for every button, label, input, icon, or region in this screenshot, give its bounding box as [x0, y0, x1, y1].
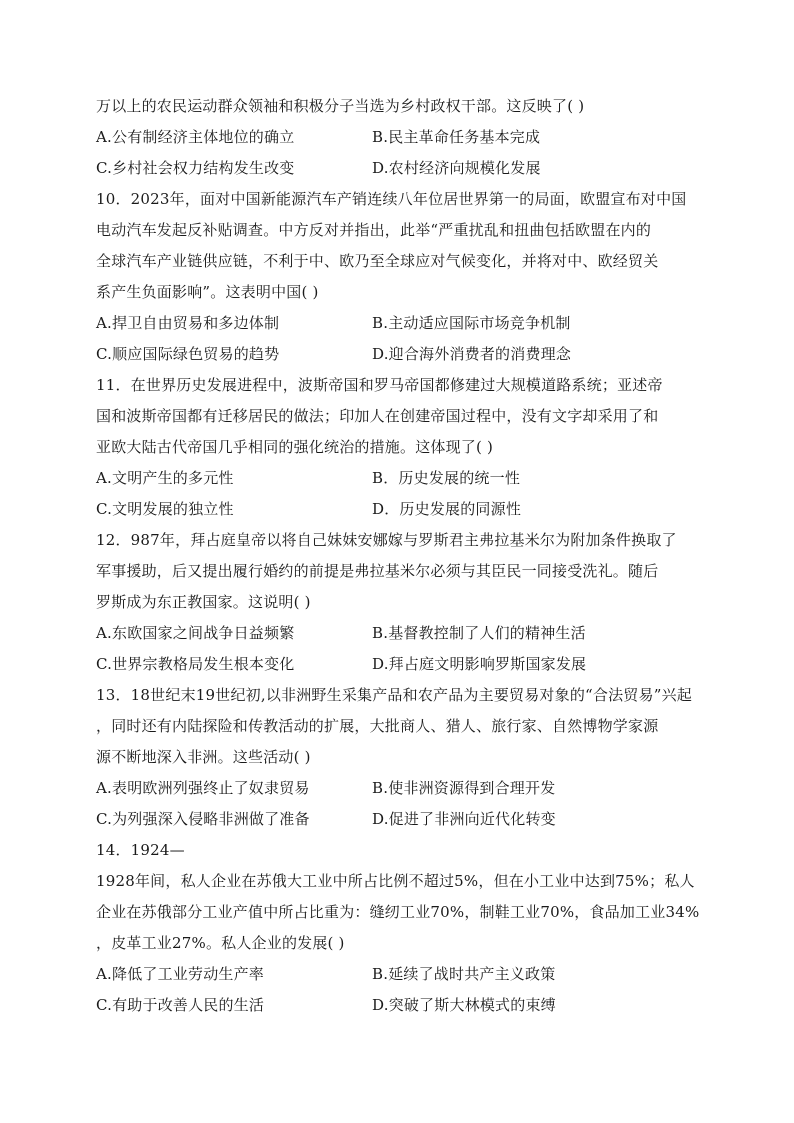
question-10-stem-line: 10．2023年，面对中国新能源汽车产销连续八年位居世界第一的局面，欧盟宣布对中国 [96, 190, 687, 208]
question-11-option-d: D．历史发展的同源性 [372, 500, 522, 518]
question-11-option-a: A.文明产生的多元性 [96, 469, 234, 487]
question-9-option-b: B.民主革命任务基本完成 [372, 128, 541, 146]
question-13-stem-line: 源不断地深入非洲。这些活动( ) [96, 748, 311, 766]
question-13-stem-line: ，同时还有内陆探险和传教活动的扩展，大批商人、猎人、旅行家、自然博物学家源 [96, 717, 659, 735]
question-12-option-b: B.基督教控制了人们的精神生活 [372, 624, 586, 642]
question-14-option-d: D.突破了斯大林模式的束缚 [372, 996, 556, 1014]
question-11-stem-line: 亚欧大陆古代帝国几乎相同的强化统治的措施。这体现了( ) [96, 438, 494, 456]
question-10-stem-line: 全球汽车产业链供应链，不利于中、欧乃至全球应对气候变化，并将对中、欧经贸关 [96, 252, 659, 270]
question-14-option-b: B.延续了战时共产主义政策 [372, 965, 556, 983]
question-14-option-c: C.有助于改善人民的生活 [96, 996, 265, 1014]
question-9-option-a: A.公有制经济主体地位的确立 [96, 128, 295, 146]
question-12-option-a: A.东欧国家之间战争日益频繁 [96, 624, 295, 642]
question-14-stem-line: 14．1924— [96, 841, 185, 859]
question-9-option-c: C.乡村社会权力结构发生改变 [96, 159, 295, 177]
question-12-option-d: D.拜占庭文明影响罗斯国家发展 [372, 655, 587, 673]
question-12-stem-line: 军事援助，后又提出履行婚约的前提是弗拉基米尔必须与其臣民一同接受洗礼。随后 [96, 562, 659, 580]
question-9-option-d: D.农村经济向规模化发展 [372, 159, 541, 177]
question-11-stem-line: 国和波斯帝国都有迁移居民的做法；印加人在创建帝国过程中，没有文字却采用了和 [96, 407, 659, 425]
question-14-option-a: A.降低了工业劳动生产率 [96, 965, 265, 983]
question-11-option-c: C.文明发展的独立性 [96, 500, 234, 518]
question-10-option-b: B.主动适应国际市场竞争机制 [372, 314, 571, 332]
question-11-stem-line: 11．在世界历史发展进程中，波斯帝国和罗马帝国都修建过大规模道路系统；亚述帝 [96, 376, 663, 394]
question-10-stem-line: 系产生负面影响”。这表明中国( ) [96, 283, 319, 301]
question-12-option-c: C.世界宗教格局发生根本变化 [96, 655, 295, 673]
question-11-option-b: B．历史发展的统一性 [372, 469, 521, 487]
question-13-option-a: A.表明欧洲列强终止了奴隶贸易 [96, 779, 310, 797]
question-14-stem-line: ，皮革工业27%。私人企业的发展( ) [96, 934, 345, 952]
question-13-option-b: B.使非洲资源得到合理开发 [372, 779, 556, 797]
question-13-option-d: D.促进了非洲向近代化转变 [372, 810, 556, 828]
question-14-stem-line: 1928年间，私人企业在苏俄大工业中所占比例不超过5%，但在小工业中达到75%；私人 [96, 872, 695, 890]
question-14-stem-line: 企业在苏俄部分工业产值中所占比重为：缝纫工业70%，制鞋工业70%，食品加工业34% [96, 903, 700, 921]
question-9-stem-line: 万以上的农民运动群众领袖和积极分子当选为乡村政权干部。这反映了( ) [96, 97, 585, 115]
question-12-stem-line: 12．987年，拜占庭皇帝以将自己妹妹安娜嫁与罗斯君主弗拉基米尔为附加条件换取了 [96, 531, 677, 549]
question-12-stem-line: 罗斯成为东正教国家。这说明( ) [96, 593, 311, 611]
question-10-option-c: C.顺应国际绿色贸易的趋势 [96, 345, 280, 363]
question-13-option-c: C.为列强深入侵略非洲做了准备 [96, 810, 310, 828]
question-10-option-a: A.捍卫自由贸易和多边体制 [96, 314, 280, 332]
question-13-stem-line: 13．18世纪末19世纪初,以非洲野生采集产品和农产品为主要贸易对象的“合法贸易”兴起 [96, 686, 692, 704]
question-10-option-d: D.迎合海外消费者的消费理念 [372, 345, 572, 363]
question-10-stem-line: 电动汽车发起反补贴调查。中方反对并指出，此举“严重扰乱和扭曲包括欧盟在内的 [96, 221, 652, 239]
